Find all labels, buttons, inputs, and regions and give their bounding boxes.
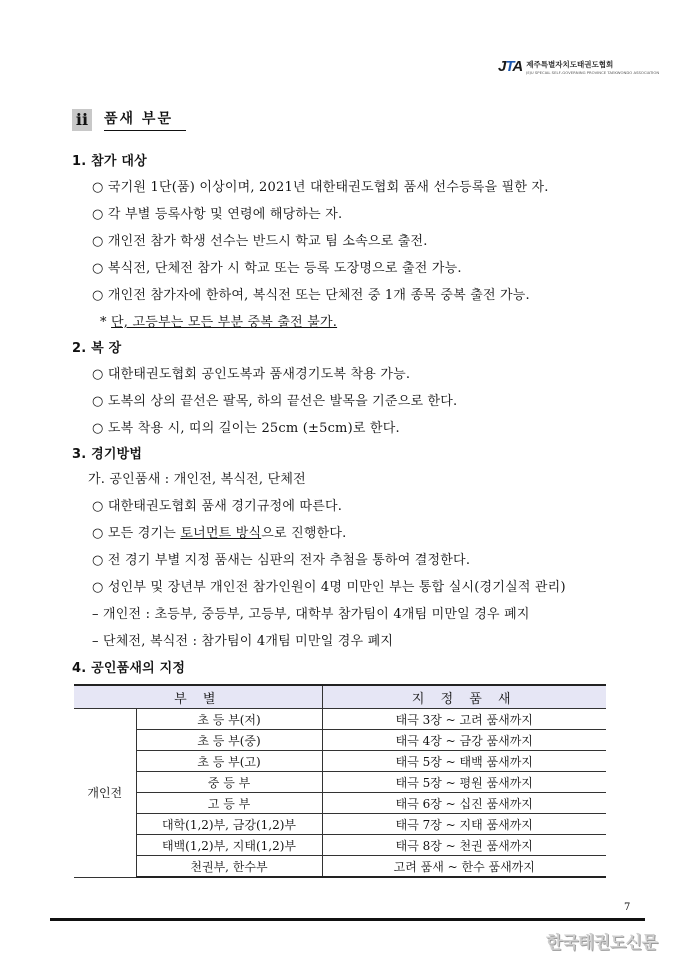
table-row [74, 772, 606, 793]
participant-rule-1: ○ 국기원 1단(품) 이상이며, 2021년 대한태권도협회 품새 선수등록을 필한 자. [92, 180, 549, 195]
division-cell: 초 등 부(저) [136, 709, 322, 730]
page-number: 7 [624, 902, 631, 913]
org-name-kr: 제주특별자치도태권도협회 [526, 59, 614, 69]
poomsae-cell: 태극 8장 ~ 천권 품새까지 [322, 835, 606, 856]
heading-participants: 1. 참가 대상 [72, 154, 147, 169]
newspaper-watermark: 한국태권도신문 [546, 933, 658, 953]
table-row [74, 814, 606, 835]
participant-note-text: 단, 고등부는 모든 부분 중복 출전 불가. [111, 315, 338, 330]
heading-designated-poomsae: 4. 공인품새의 지정 [72, 661, 186, 676]
method-rule-6: – 단체전, 복식전 : 참가팀이 4개팀 미만일 경우 폐지 [92, 634, 394, 649]
group-label: 개인전 [74, 709, 136, 878]
method-subheading: 가. 공인품새 : 개인전, 복식전, 단체전 [88, 472, 306, 487]
participant-note: * 단, 고등부는 모든 부분 중복 출전 불가. [100, 315, 338, 330]
header-poomsae: 지 정 품 새 [322, 685, 606, 709]
table-row [74, 709, 606, 730]
uniform-rule-2: ○ 도복의 상의 끝선은 팔목, 하의 끝선은 발목을 기준으로 한다. [92, 394, 458, 409]
table-header-row [74, 685, 606, 709]
division-cell: 대학(1,2)부, 금강(1,2)부 [136, 814, 322, 835]
method-rule-5: – 개인전 : 초등부, 중등부, 고등부, 대학부 참가팀이 4개팀 미만일 경우 폐지 [92, 607, 530, 622]
participant-rule-4: ○ 복식전, 단체전 참가 시 학교 또는 등록 도장명으로 출전 가능. [92, 261, 462, 276]
poomsae-cell: 태극 6장 ~ 십진 품새까지 [322, 793, 606, 814]
poomsae-cell: 태극 5장 ~ 평원 품새까지 [322, 772, 606, 793]
method-rule-3: ○ 전 경기 부별 지정 품새는 심판의 전자 추첨을 통하여 결정한다. [92, 553, 471, 568]
heading-uniform: 2. 복 장 [72, 341, 122, 356]
heading-competition-method: 3. 경기방법 [72, 447, 143, 462]
participant-rule-5: ○ 개인전 참가자에 한하여, 복식전 또는 단체전 중 1개 종목 중복 출전 가능. [92, 288, 530, 303]
org-name-en: JEJU SPECIAL SELF-GOVERNING PROVINCE TAEKWONDO ASSOCIATION [526, 69, 660, 75]
jta-logo-mark: JTA [498, 58, 523, 75]
section-header [72, 108, 186, 131]
division-cell: 중 등 부 [136, 772, 322, 793]
division-cell: 초 등 부(중) [136, 730, 322, 751]
division-cell: 초 등 부(고) [136, 751, 322, 772]
footer-divider [50, 918, 645, 921]
method-rule-2: ○ 모든 경기는 토너먼트 방식으로 진행한다. [92, 526, 347, 541]
poomsae-table [74, 684, 606, 878]
section-title: 품새 부문 [104, 108, 186, 131]
section-number: ii [72, 109, 92, 131]
association-logo [498, 58, 659, 75]
table-row [74, 751, 606, 772]
division-cell: 태백(1,2)부, 지태(1,2)부 [136, 835, 322, 856]
uniform-rule-1: ○ 대한태권도협회 공인도복과 품새경기도복 착용 가능. [92, 367, 411, 382]
table-row [74, 835, 606, 856]
method-rule-4: ○ 성인부 및 장년부 개인전 참가인원이 4명 미만인 부는 통합 실시(경기실적 관리) [92, 580, 566, 595]
participant-rule-3: ○ 개인전 참가 학생 선수는 반드시 학교 팀 소속으로 출전. [92, 234, 428, 249]
division-cell: 천권부, 한수부 [136, 856, 322, 878]
poomsae-cell: 태극 3장 ~ 고려 품새까지 [322, 709, 606, 730]
table-row [74, 730, 606, 751]
tournament-method-text: 토너먼트 방식 [180, 526, 262, 541]
participant-rule-2: ○ 각 부별 등록사항 및 연령에 해당하는 자. [92, 207, 343, 222]
method-rule-1: ○ 대한태권도협회 품새 경기규정에 따른다. [92, 499, 343, 514]
header-division: 부 별 [74, 685, 322, 709]
poomsae-cell: 태극 4장 ~ 금강 품새까지 [322, 730, 606, 751]
poomsae-cell: 태극 7장 ~ 지태 품새까지 [322, 814, 606, 835]
uniform-rule-3: ○ 도복 착용 시, 띠의 길이는 25cm (±5cm)로 한다. [92, 421, 400, 436]
table-row [74, 793, 606, 814]
poomsae-cell: 태극 5장 ~ 태백 품새까지 [322, 751, 606, 772]
table-row [74, 856, 606, 878]
poomsae-cell: 고려 품새 ~ 한수 품새까지 [322, 856, 606, 878]
division-cell: 고 등 부 [136, 793, 322, 814]
